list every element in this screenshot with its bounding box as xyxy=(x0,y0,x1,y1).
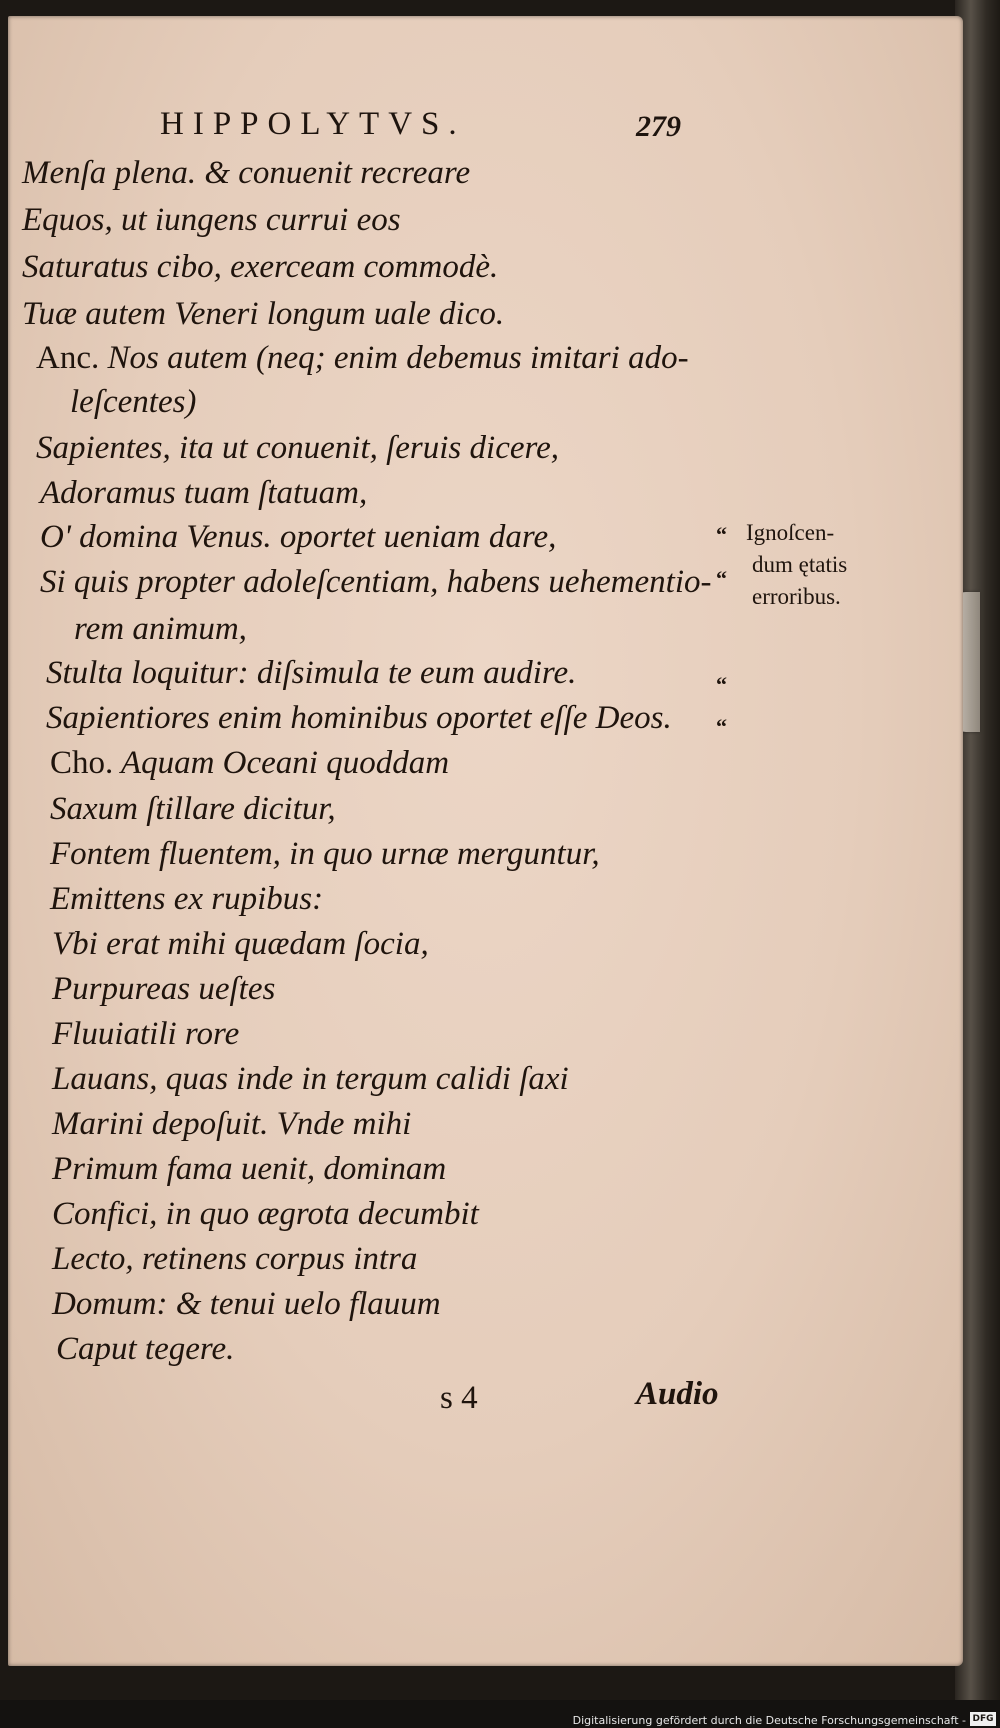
verse-line: Domum: & tenui uelo flauum xyxy=(52,1286,441,1322)
verse-line: leſcentes) xyxy=(70,384,197,420)
dfg-logo: DFG xyxy=(970,1712,996,1726)
verse-line xyxy=(50,745,449,782)
verse-line: Adoramus tuam ſtatuam, xyxy=(40,475,368,511)
verse-line: rem animum, xyxy=(74,611,247,647)
verse-line: Equos, ut iungens currui eos xyxy=(22,202,401,238)
verse-text: Aquam Oceani quoddam xyxy=(120,745,450,781)
verse-line: Confici, in quo ægrota decumbit xyxy=(52,1196,479,1232)
margin-quote-mark: “ xyxy=(716,672,727,697)
verse-line: Marini depoſuit. Vnde mihi xyxy=(52,1106,412,1142)
verse-line: Lecto, retinens corpus intra xyxy=(52,1241,418,1277)
verse-line: O' domina Venus. oportet ueniam dare, xyxy=(40,519,557,555)
speaker-label: Cho. xyxy=(50,745,114,781)
verse-line: Menſa plena. & conuenit recreare xyxy=(22,155,471,191)
margin-quote-mark: “ xyxy=(716,566,727,591)
verse-line: Vbi erat mihi quædam ſocia, xyxy=(52,926,429,962)
verse-line: Sapientes, ita ut conuenit, ſeruis dicere, xyxy=(36,430,560,466)
verse-line: Primum fama uenit, dominam xyxy=(52,1151,447,1187)
verse-line: Saturatus cibo, exerceam commodè. xyxy=(22,249,499,285)
running-title: HIPPOLYTVS. xyxy=(160,106,466,142)
verse-line: Caput tegere. xyxy=(56,1331,235,1367)
verse-line: Si quis propter adoleſcentiam, habens uehementio- xyxy=(40,564,712,600)
verse-line: Fontem fluentem, in quo urnæ merguntur, xyxy=(50,836,600,872)
margin-note-line: erroribus. xyxy=(752,584,841,609)
margin-quote-mark: “ xyxy=(716,522,727,547)
verse-line: Purpureas ueſtes xyxy=(52,971,276,1007)
catchword: Audio xyxy=(636,1376,719,1412)
verse-line xyxy=(36,340,689,377)
verse-line: Fluuiatili rore xyxy=(52,1016,240,1052)
margin-quote-mark: “ xyxy=(716,714,727,739)
verse-line: Sapientiores enim hominibus oportet eſſe Deos. xyxy=(46,700,672,736)
speaker-label: Anc. xyxy=(36,340,100,376)
verse-line: Emittens ex rupibus: xyxy=(50,881,324,917)
page-number: 279 xyxy=(636,110,681,143)
digitization-credit: Digitalisierung gefördert durch die Deutsche Forschungsgemeinschaft - xyxy=(572,1714,966,1727)
signature-mark: s 4 xyxy=(440,1380,478,1416)
verse-line: Stulta loquitur: diſsimula te eum audire. xyxy=(46,655,577,691)
margin-note-line: Ignoſcen- xyxy=(746,520,835,545)
verse-text: Nos autem (neq; enim debemus imitari ado- xyxy=(107,340,689,376)
margin-note-line: dum ętatis xyxy=(752,552,848,577)
verse-line: Tuæ autem Veneri longum uale dico. xyxy=(22,296,505,332)
verse-line: Saxum ſtillare dicitur, xyxy=(50,791,336,827)
verse-line: Lauans, quas inde in tergum calidi ſaxi xyxy=(52,1061,569,1097)
